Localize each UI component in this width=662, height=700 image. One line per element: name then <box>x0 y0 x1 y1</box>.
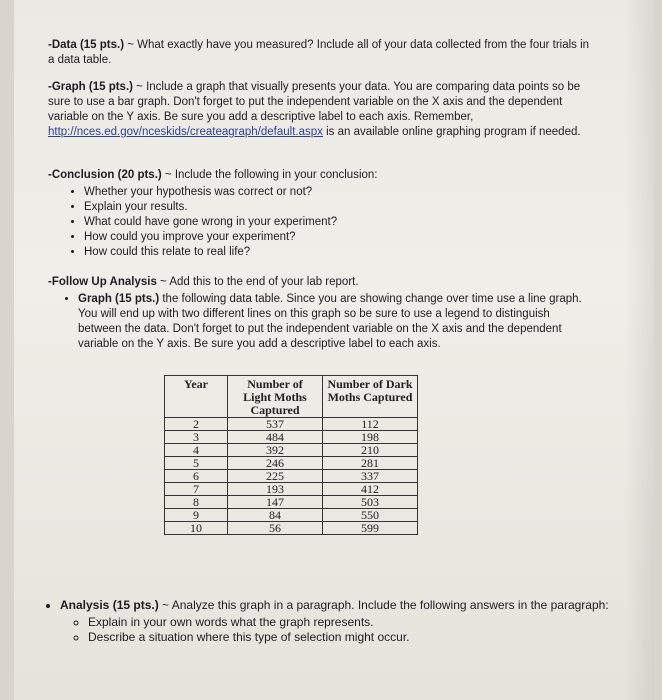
analysis-text: ~ Analyze this graph in a paragraph. Include the following answers in the paragraph: <box>158 598 609 612</box>
follow-up-list <box>48 292 593 352</box>
analysis-sublist <box>60 615 648 645</box>
table-cell: 246 <box>228 457 323 470</box>
graph-heading: -Graph (15 pts.) <box>48 81 133 93</box>
graph-link[interactable]: http://nces.ed.gov/nceskids/createagraph/default.aspx <box>48 126 323 138</box>
table-cell: 147 <box>228 496 323 509</box>
light-moths-header: Number of Light Moths Captured <box>228 376 323 418</box>
data-section <box>48 38 593 68</box>
table-cell: 412 <box>323 483 418 496</box>
list-item <box>60 598 648 645</box>
data-heading: -Data (15 pts.) <box>48 39 125 51</box>
table-cell: 5 <box>165 457 228 470</box>
list-item: • What could have gone wrong in your experiment? <box>84 215 593 230</box>
list-item: • Whether your hypothesis was correct or not? <box>84 185 593 200</box>
table-cell: 392 <box>228 444 323 457</box>
conclusion-section <box>48 168 593 260</box>
table-cell: 198 <box>323 431 418 444</box>
table-cell: 599 <box>323 522 418 535</box>
list-item: • How could you improve your experiment? <box>84 230 593 245</box>
conclusion-text: ~ Include the following in your conclusion: <box>161 169 378 181</box>
table-cell: 4 <box>165 444 228 457</box>
analysis-heading: Analysis (15 pts.) <box>60 598 159 612</box>
table-row <box>165 522 418 535</box>
table-cell: 537 <box>228 418 323 431</box>
dark-moths-header: Number of Dark Moths Captured <box>323 376 418 418</box>
table-cell: 484 <box>228 431 323 444</box>
table-cell: 503 <box>323 496 418 509</box>
list-item: ◦ Describe a situation where this type of selection might occur. <box>88 630 648 645</box>
table-header-row <box>165 376 418 418</box>
follow-up-graph-heading: Graph (15 pts.) <box>78 293 160 305</box>
analysis-section <box>48 598 648 645</box>
table-cell: 3 <box>165 431 228 444</box>
table-cell: 84 <box>228 509 323 522</box>
conclusion-list <box>48 185 593 260</box>
follow-up-graph-text: the following data table. Since you are showing change over time use a line graph. You will end up with two different lines on this graph so be sure to use a legend to distinguish between the data. Don't forget to put the independent variable on the X axis and the dependent variable on the Y axis. Be sure you add a descriptive label to each axis. <box>78 293 582 350</box>
table-row <box>165 418 418 431</box>
list-item <box>78 292 593 352</box>
table-row <box>165 457 418 470</box>
list-item: • How could this relate to real life? <box>84 245 593 260</box>
table-row <box>165 483 418 496</box>
list-item: • Explain your results. <box>84 200 593 215</box>
table-cell: 2 <box>165 418 228 431</box>
follow-up-section <box>48 275 593 352</box>
follow-up-text: ~ Add this to the end of your lab report. <box>156 276 359 288</box>
table-cell: 550 <box>323 509 418 522</box>
year-header: Year <box>165 376 228 418</box>
moth-data-table <box>164 375 418 535</box>
table-row <box>165 509 418 522</box>
graph-after: is an available online graphing program if needed. <box>322 126 581 138</box>
table-cell: 7 <box>165 483 228 496</box>
graph-section <box>48 80 593 140</box>
table-cell: 210 <box>323 444 418 457</box>
table-cell: 10 <box>165 522 228 535</box>
table-cell: 6 <box>165 470 228 483</box>
table-cell: 112 <box>323 418 418 431</box>
table-row <box>165 496 418 509</box>
data-text: ~ What exactly have you measured? Include all of your data collected from the four trials in a data table. <box>48 39 590 66</box>
list-item: ◦ Explain in your own words what the graph represents. <box>88 615 648 630</box>
table-cell: 56 <box>228 522 323 535</box>
table-cell: 281 <box>323 457 418 470</box>
table-cell: 9 <box>165 509 228 522</box>
follow-up-heading: -Follow Up Analysis <box>48 276 157 288</box>
page-shadow <box>624 0 654 700</box>
conclusion-heading: -Conclusion (20 pts.) <box>48 169 162 181</box>
analysis-list <box>48 598 648 645</box>
table-cell: 193 <box>228 483 323 496</box>
table-cell: 225 <box>228 470 323 483</box>
table-row <box>165 444 418 457</box>
table-cell: 8 <box>165 496 228 509</box>
graph-text: ~ Include a graph that visually presents your data. You are comparing data points so be sure to use a bar graph. Don't forget to put the independent variable on the X axis and the dependent variable on the Y axis. Be sure you add a descriptive label to each axis. Remember, <box>48 81 581 123</box>
table-cell: 337 <box>323 470 418 483</box>
table-row <box>165 431 418 444</box>
table-row <box>165 470 418 483</box>
worksheet-page <box>14 0 654 700</box>
